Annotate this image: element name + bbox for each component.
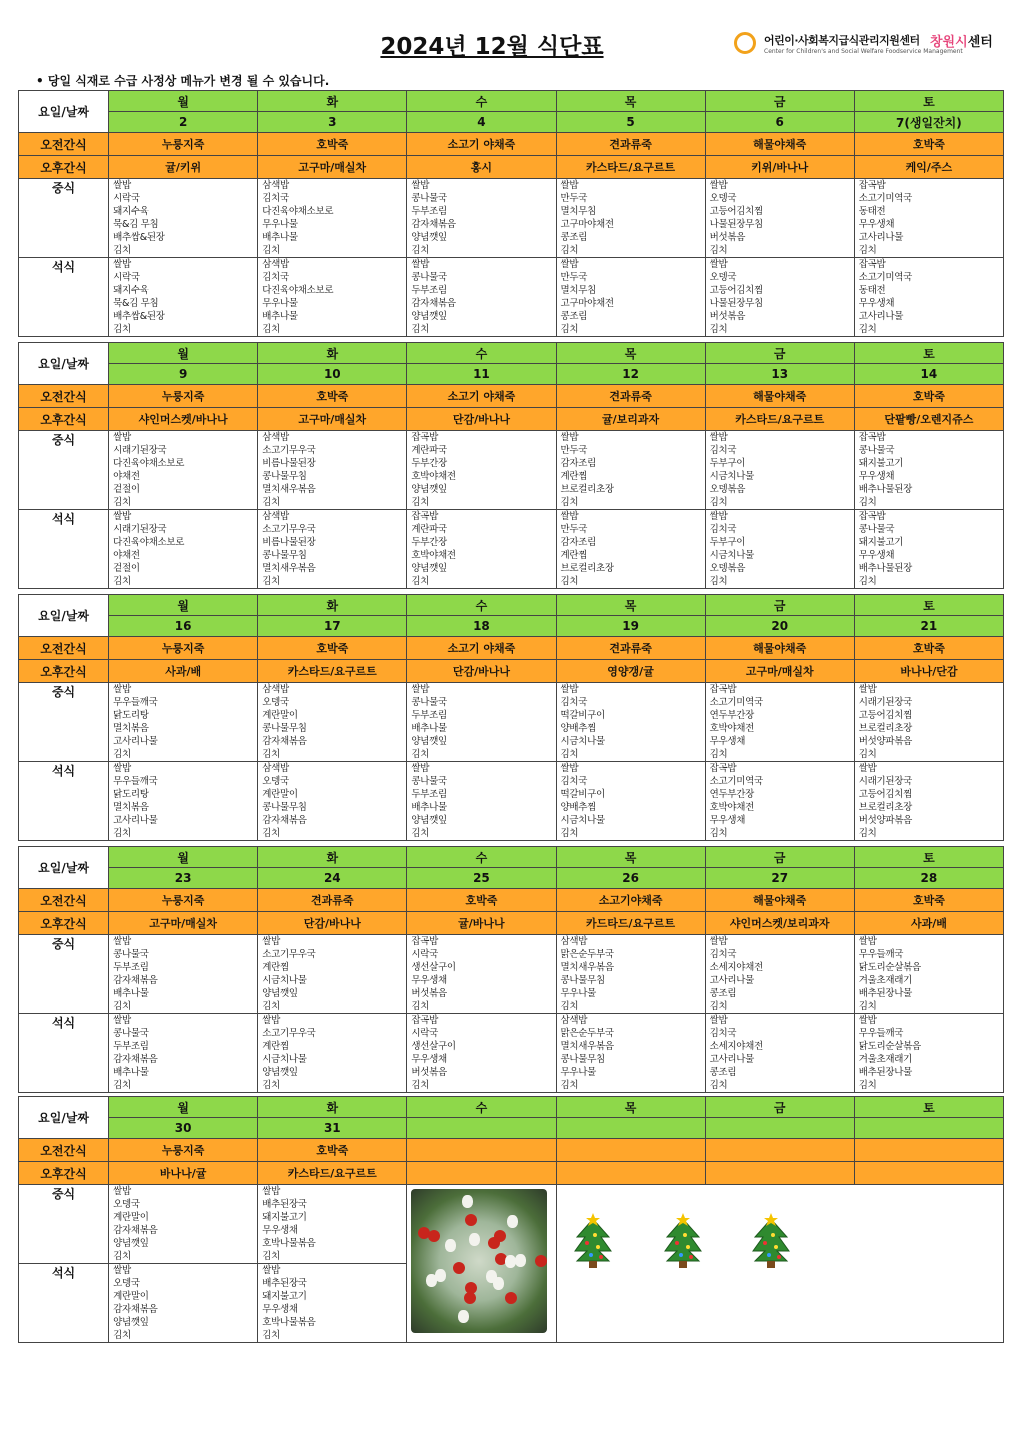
mozzarella-shape xyxy=(445,1239,456,1252)
pm-snack-cell: 샤인머스켓/바나나 xyxy=(109,408,258,431)
lunch-row xyxy=(19,179,1004,258)
day-row xyxy=(19,595,1004,616)
dinner-cell: 쌀밥 시래기된장국 고등어김치찜 브로컬리초장 버섯양파볶음 김치 xyxy=(854,762,1003,841)
date-cell: 4 xyxy=(407,112,556,133)
am-snack-cell: 소고기 야채죽 xyxy=(407,133,556,156)
lunch-cell: 쌀밥 소고기무우국 계란찜 시금치나물 양념깻잎 김치 xyxy=(258,935,407,1014)
day-cell: 수 xyxy=(407,595,556,616)
week-table xyxy=(18,90,1004,337)
date-cell: 3 xyxy=(258,112,407,133)
pm-snack-cell: 단감/바나나 xyxy=(407,660,556,683)
row-label: 오전간식 xyxy=(19,637,109,660)
am-snack-cell: 해물야채죽 xyxy=(705,133,854,156)
tomato-shape xyxy=(465,1282,477,1294)
dinner-cell: 잡곡밥 계란파국 두부간장 호박야채전 양념깻잎 김치 xyxy=(407,510,556,589)
am-snack-cell: 누룽지죽 xyxy=(109,889,258,912)
am-snack-row xyxy=(19,889,1004,912)
lunch-cell: 쌀밥 김치국 두부구이 시금치나물 오뎅볶음 김치 xyxy=(705,431,854,510)
pm-snack-cell: 사과/배 xyxy=(854,912,1003,935)
dinner-row xyxy=(19,762,1004,841)
row-label: 오전간식 xyxy=(19,889,109,912)
photo-cell xyxy=(407,1185,556,1343)
dinner-cell: 쌀밥 만두국 멸치무침 고구마야채전 콩조림 김치 xyxy=(556,258,705,337)
am-snack-cell: 견과류죽 xyxy=(556,133,705,156)
day-cell: 금 xyxy=(705,595,854,616)
day-cell: 화 xyxy=(258,1097,407,1118)
am-snack-row xyxy=(19,385,1004,408)
day-cell: 토 xyxy=(854,595,1003,616)
am-snack-row xyxy=(19,1139,1004,1162)
lunch-menu-cell: 쌀밥 오뎅국 계란말이 감자채볶음 양념깻잎 김치 xyxy=(109,1185,258,1264)
day-cell: 월 xyxy=(109,595,258,616)
dinner-cell: 쌀밥 소고기무우국 계란찜 시금치나물 양념깻잎 김치 xyxy=(258,1014,407,1093)
am-snack-cell: 호박죽 xyxy=(854,637,1003,660)
row-label: 석식 xyxy=(19,762,109,841)
row-label: 요일/날짜 xyxy=(19,595,109,637)
pm-snack-cell: 카스타드/요구르트 xyxy=(556,156,705,179)
day-row xyxy=(19,343,1004,364)
date-cell: 23 xyxy=(109,868,258,889)
page-title: 2024년 12월 식단표 xyxy=(380,34,604,60)
date-cell: 20 xyxy=(705,616,854,637)
am-snack-cell xyxy=(854,1139,1003,1162)
date-row xyxy=(19,868,1004,889)
christmas-tree-icon xyxy=(571,1213,615,1269)
day-cell: 금 xyxy=(705,91,854,112)
row-label: 중식 xyxy=(19,431,109,510)
pm-snack-cell xyxy=(705,1162,854,1185)
dinner-menu-cell: 쌀밥 배추된장국 돼지불고기 무우생채 호박나물볶음 김치 xyxy=(258,1264,407,1343)
day-cell: 토 xyxy=(854,1097,1003,1118)
day-cell: 토 xyxy=(854,343,1003,364)
pm-snack-cell xyxy=(854,1162,1003,1185)
row-label: 중식 xyxy=(19,935,109,1014)
lunch-menu-cell: 쌀밥 배추된장국 돼지불고기 무우생채 호박나물볶음 김치 xyxy=(258,1185,407,1264)
dinner-cell: 쌀밥 김치국 소세지야채전 고사리나물 콩조림 김치 xyxy=(705,1014,854,1093)
lunch-cell: 쌀밥 콩나물국 두부조림 감자채볶음 배추나물 김치 xyxy=(109,935,258,1014)
pm-snack-cell: 카스타드/요구르트 xyxy=(258,660,407,683)
row-label: 오전간식 xyxy=(19,1139,109,1162)
mozzarella-shape xyxy=(435,1269,446,1282)
pm-snack-cell: 홍시 xyxy=(407,156,556,179)
day-cell: 수 xyxy=(407,847,556,868)
tomato-shape xyxy=(465,1214,477,1226)
org-name: 어린이·사회복지급식관리지원센터 xyxy=(764,34,920,47)
pm-snack-row xyxy=(19,1162,1004,1185)
lunch-row xyxy=(19,935,1004,1014)
date-cell: 25 xyxy=(407,868,556,889)
week-table xyxy=(18,594,1004,841)
dinner-cell: 쌀밥 콩나물국 두부조림 감자채볶음 배추나물 김치 xyxy=(109,1014,258,1093)
tomato-shape xyxy=(505,1292,517,1304)
dinner-cell: 삼색밥 오뎅국 계란말이 콩나물무침 감자채볶음 김치 xyxy=(258,762,407,841)
dinner-row xyxy=(19,1014,1004,1093)
date-cell: 28 xyxy=(854,868,1003,889)
lunch-cell: 삼색밥 오뎅국 계란말이 콩나물무침 감자채볶음 김치 xyxy=(258,683,407,762)
lunch-cell: 삼색밥 김치국 다진육야채소보로 무우나물 배추나물 김치 xyxy=(258,179,407,258)
dinner-cell: 삼색밥 소고기무우국 비름나물된장 콩나물무침 멸치새우볶음 김치 xyxy=(258,510,407,589)
date-cell: 13 xyxy=(705,364,854,385)
am-snack-cell: 누룽지죽 xyxy=(109,1139,258,1162)
row-label: 요일/날짜 xyxy=(19,847,109,889)
day-cell: 목 xyxy=(556,343,705,364)
pm-snack-cell: 귤/보리과자 xyxy=(556,408,705,431)
row-label: 오전간식 xyxy=(19,385,109,408)
lunch-cell: 쌀밥 김치국 소세지야채전 고사리나물 콩조림 김치 xyxy=(705,935,854,1014)
dinner-cell: 쌀밥 시락국 돼지수육 묵&김 무침 배추쌈&된장 김치 xyxy=(109,258,258,337)
date-cell xyxy=(705,1118,854,1139)
pm-snack-row xyxy=(19,408,1004,431)
pm-snack-cell: 단팥빵/오렌지쥬스 xyxy=(854,408,1003,431)
lunch-row xyxy=(19,1185,1004,1264)
am-snack-cell: 누룽지죽 xyxy=(109,637,258,660)
tomato-shape xyxy=(535,1255,547,1267)
am-snack-cell: 소고기 야채죽 xyxy=(407,385,556,408)
am-snack-cell xyxy=(556,1139,705,1162)
day-cell: 수 xyxy=(407,343,556,364)
day-cell: 금 xyxy=(705,847,854,868)
lunch-cell: 쌀밥 시래기된장국 다진육야채소보로 야채전 겉절이 김치 xyxy=(109,431,258,510)
pm-snack-cell: 고구마/매실차 xyxy=(258,156,407,179)
am-snack-cell: 누룽지죽 xyxy=(109,133,258,156)
lunch-cell: 쌀밥 시래기된장국 고등어김치찜 브로컬리초장 버섯양파볶음 김치 xyxy=(854,683,1003,762)
dinner-cell: 잡곡밥 시락국 생선살구이 무우생채 버섯볶음 김치 xyxy=(407,1014,556,1093)
day-cell: 토 xyxy=(854,847,1003,868)
am-snack-cell: 누룽지죽 xyxy=(109,385,258,408)
mozzarella-shape xyxy=(515,1254,526,1267)
row-label: 요일/날짜 xyxy=(19,343,109,385)
date-row xyxy=(19,1118,1004,1139)
day-cell: 화 xyxy=(258,595,407,616)
dinner-cell: 삼색밥 맑은순두부국 멸치새우볶음 콩나물무침 무우나물 김치 xyxy=(556,1014,705,1093)
date-cell xyxy=(407,1118,556,1139)
day-cell: 월 xyxy=(109,847,258,868)
date-cell: 30 xyxy=(109,1118,258,1139)
row-label: 중식 xyxy=(19,1185,109,1264)
lunch-cell: 쌀밥 무우들깨국 닭도리탕 멸치볶음 고사리나물 김치 xyxy=(109,683,258,762)
date-cell: 2 xyxy=(109,112,258,133)
tomato-shape xyxy=(428,1230,440,1242)
date-cell: 27 xyxy=(705,868,854,889)
pm-snack-cell: 고구마/매실차 xyxy=(705,660,854,683)
am-snack-cell: 해물야채죽 xyxy=(705,385,854,408)
pm-snack-cell: 영양갱/귤 xyxy=(556,660,705,683)
lunch-cell: 잡곡밥 콩나물국 돼지불고기 무우생채 배추나물된장 김치 xyxy=(854,431,1003,510)
lunch-cell: 잡곡밥 계란파국 두부간장 호박야채전 양념깻잎 김치 xyxy=(407,431,556,510)
pm-snack-cell xyxy=(407,1162,556,1185)
date-cell: 10 xyxy=(258,364,407,385)
dinner-cell: 잡곡밥 소고기미역국 연두부간장 호박야채전 무우생채 김치 xyxy=(705,762,854,841)
date-cell: 16 xyxy=(109,616,258,637)
day-cell: 토 xyxy=(854,91,1003,112)
date-cell: 24 xyxy=(258,868,407,889)
day-cell: 금 xyxy=(705,1097,854,1118)
lunch-cell: 잡곡밥 소고기미역국 연두부간장 호박야채전 무우생채 김치 xyxy=(705,683,854,762)
pm-snack-cell: 귤/키위 xyxy=(109,156,258,179)
day-row xyxy=(19,847,1004,868)
christmas-tree-icon xyxy=(661,1213,705,1269)
am-snack-cell: 호박죽 xyxy=(258,385,407,408)
pm-snack-cell: 키위/바나나 xyxy=(705,156,854,179)
lunch-cell: 쌀밥 콩나물국 두부조림 감자채볶음 양념깻잎 김치 xyxy=(407,179,556,258)
am-snack-cell xyxy=(705,1139,854,1162)
row-label: 오전간식 xyxy=(19,133,109,156)
dinner-cell: 쌀밥 콩나물국 두부조림 감자채볶음 양념깻잎 김치 xyxy=(407,258,556,337)
pm-snack-cell: 샤인머스켓/보리과자 xyxy=(705,912,854,935)
tomato-shape xyxy=(488,1237,500,1249)
row-label: 오후간식 xyxy=(19,1162,109,1185)
lunch-row xyxy=(19,431,1004,510)
pm-snack-cell: 바나나/단감 xyxy=(854,660,1003,683)
lunch-cell: 삼색밥 소고기무우국 비름나물된장 콩나물무침 멸치새우볶음 김치 xyxy=(258,431,407,510)
dinner-cell: 쌀밥 만두국 감자조림 계란찜 브로컬리초장 김치 xyxy=(556,510,705,589)
date-cell: 17 xyxy=(258,616,407,637)
week-table xyxy=(18,342,1004,589)
row-label: 요일/날짜 xyxy=(19,1097,109,1139)
date-row xyxy=(19,364,1004,385)
decoration-cell xyxy=(556,1185,1004,1343)
date-cell: 31 xyxy=(258,1118,407,1139)
lunch-cell: 쌀밥 시락국 돼지수육 묵&김 무침 배추쌈&된장 김치 xyxy=(109,179,258,258)
org-subtitle: Center for Children's and Social Welfare Foodservice Management xyxy=(764,48,963,55)
dinner-cell: 쌀밥 무우들깨국 닭도리탕 멸치볶음 고사리나물 김치 xyxy=(109,762,258,841)
am-snack-cell: 호박죽 xyxy=(407,889,556,912)
am-snack-cell: 호박죽 xyxy=(258,133,407,156)
pm-snack-row xyxy=(19,660,1004,683)
lunch-cell: 잡곡밥 시락국 생선살구이 무우생채 버섯볶음 김치 xyxy=(407,935,556,1014)
day-cell: 월 xyxy=(109,1097,258,1118)
pm-snack-cell: 바나나/귤 xyxy=(109,1162,258,1185)
row-label: 중식 xyxy=(19,683,109,762)
lunch-cell: 쌀밥 무우들깨국 닭도리순살볶음 겨울초재래기 배추된장나물 김치 xyxy=(854,935,1003,1014)
day-cell: 목 xyxy=(556,847,705,868)
day-cell: 월 xyxy=(109,91,258,112)
date-cell: 12 xyxy=(556,364,705,385)
row-label: 석식 xyxy=(19,1014,109,1093)
date-cell: 6 xyxy=(705,112,854,133)
row-label: 오후간식 xyxy=(19,660,109,683)
caprese-snowman-photo xyxy=(411,1189,547,1333)
pm-snack-cell: 귤/바나나 xyxy=(407,912,556,935)
lunch-cell: 쌀밥 김치국 떡갈비구이 양배추찜 시금치나물 김치 xyxy=(556,683,705,762)
am-snack-cell: 호박죽 xyxy=(854,133,1003,156)
pm-snack-cell: 고구마/매실차 xyxy=(258,408,407,431)
am-snack-cell xyxy=(407,1139,556,1162)
date-cell xyxy=(854,1118,1003,1139)
day-cell: 금 xyxy=(705,343,854,364)
am-snack-cell: 호박죽 xyxy=(854,385,1003,408)
am-snack-row xyxy=(19,637,1004,660)
week-table xyxy=(18,846,1004,1093)
day-cell: 화 xyxy=(258,847,407,868)
day-cell: 수 xyxy=(407,91,556,112)
row-label: 오후간식 xyxy=(19,156,109,179)
date-cell: 26 xyxy=(556,868,705,889)
date-row xyxy=(19,616,1004,637)
am-snack-cell: 견과류죽 xyxy=(556,637,705,660)
am-snack-cell: 호박죽 xyxy=(258,637,407,660)
day-cell: 화 xyxy=(258,343,407,364)
am-snack-cell: 해물야채죽 xyxy=(705,889,854,912)
dinner-cell: 쌀밥 무우들깨국 닭도리순살볶음 겨울초재래기 배추된장나물 김치 xyxy=(854,1014,1003,1093)
pm-snack-cell: 단감/바나나 xyxy=(407,408,556,431)
date-cell xyxy=(556,1118,705,1139)
pm-snack-row xyxy=(19,156,1004,179)
dinner-cell: 잡곡밥 소고기미역국 동태전 무우생채 고사리나물 김치 xyxy=(854,258,1003,337)
pm-snack-cell: 카스타드/요구르트 xyxy=(258,1162,407,1185)
lunch-cell: 잡곡밥 소고기미역국 동태전 무우생채 고사리나물 김치 xyxy=(854,179,1003,258)
date-cell: 11 xyxy=(407,364,556,385)
row-label: 오후간식 xyxy=(19,912,109,935)
day-row xyxy=(19,1097,1004,1118)
lunch-cell: 쌀밥 오뎅국 고등어김치찜 나물된장무침 버섯볶음 김치 xyxy=(705,179,854,258)
pm-snack-cell: 카스타드/요구르트 xyxy=(705,408,854,431)
dinner-cell: 쌀밥 콩나물국 두부조림 배추나물 양념깻잎 김치 xyxy=(407,762,556,841)
row-label: 요일/날짜 xyxy=(19,91,109,133)
mozzarella-shape xyxy=(469,1233,480,1246)
mozzarella-shape xyxy=(507,1215,518,1228)
mozzarella-shape xyxy=(486,1270,497,1283)
pm-snack-row xyxy=(19,912,1004,935)
week-table xyxy=(18,1096,1004,1343)
pm-snack-cell: 케익/주스 xyxy=(854,156,1003,179)
date-cell: 19 xyxy=(556,616,705,637)
dinner-cell: 잡곡밥 콩나물국 돼지불고기 무우생채 배추나물된장 김치 xyxy=(854,510,1003,589)
dinner-cell: 쌀밥 시래기된장국 다진육야채소보로 야채전 겉절이 김치 xyxy=(109,510,258,589)
am-snack-cell: 견과류죽 xyxy=(556,385,705,408)
date-cell: 5 xyxy=(556,112,705,133)
lunch-cell: 삼색밥 맑은순두부국 멸치새우볶음 콩나물무침 무우나물 김치 xyxy=(556,935,705,1014)
dinner-cell: 삼색밥 김치국 다진육야채소보로 무우나물 배추나물 김치 xyxy=(258,258,407,337)
pm-snack-cell xyxy=(556,1162,705,1185)
day-row xyxy=(19,91,1004,112)
row-label: 석식 xyxy=(19,258,109,337)
dinner-row xyxy=(19,258,1004,337)
smile-logo-icon xyxy=(734,32,756,54)
row-label: 중식 xyxy=(19,179,109,258)
dinner-row xyxy=(19,510,1004,589)
mozzarella-shape xyxy=(462,1195,473,1208)
day-cell: 수 xyxy=(407,1097,556,1118)
org-logo xyxy=(734,30,1004,64)
dinner-cell: 쌀밥 김치국 두부구이 시금치나물 오뎅볶음 김치 xyxy=(705,510,854,589)
am-snack-cell: 견과류죽 xyxy=(258,889,407,912)
am-snack-cell: 호박죽 xyxy=(854,889,1003,912)
lunch-cell: 쌀밥 콩나물국 두부조림 배추나물 양념깻잎 김치 xyxy=(407,683,556,762)
mozzarella-shape xyxy=(505,1255,516,1268)
dinner-menu-cell: 쌀밥 오뎅국 계란말이 감자채볶음 양념깻잎 김치 xyxy=(109,1264,258,1343)
pm-snack-cell: 고구마/매실차 xyxy=(109,912,258,935)
mozzarella-shape xyxy=(458,1310,469,1323)
date-cell: 14 xyxy=(854,364,1003,385)
pm-snack-cell: 단감/바나나 xyxy=(258,912,407,935)
day-cell: 화 xyxy=(258,91,407,112)
row-label: 석식 xyxy=(19,510,109,589)
am-snack-cell: 해물야채죽 xyxy=(705,637,854,660)
row-label: 석식 xyxy=(19,1264,109,1343)
am-snack-row xyxy=(19,133,1004,156)
christmas-tree-icon xyxy=(749,1213,793,1269)
day-cell: 목 xyxy=(556,91,705,112)
date-cell: 9 xyxy=(109,364,258,385)
city-name: 창원시센터 xyxy=(930,35,993,50)
date-row xyxy=(19,112,1004,133)
notice-text: • 당일 식재로 수급 사정상 메뉴가 변경 될 수 있습니다. xyxy=(36,74,330,88)
am-snack-cell: 소고기 야채죽 xyxy=(407,637,556,660)
row-label: 오후간식 xyxy=(19,408,109,431)
day-cell: 목 xyxy=(556,595,705,616)
day-cell: 월 xyxy=(109,343,258,364)
am-snack-cell: 소고기야채죽 xyxy=(556,889,705,912)
date-cell: 21 xyxy=(854,616,1003,637)
lunch-row xyxy=(19,683,1004,762)
dinner-cell: 쌀밥 김치국 떡갈비구이 양배추찜 시금치나물 김치 xyxy=(556,762,705,841)
lunch-cell: 쌀밥 만두국 멸치무침 고구마야채전 콩조림 김치 xyxy=(556,179,705,258)
day-cell: 목 xyxy=(556,1097,705,1118)
lunch-cell: 쌀밥 만두국 감자조림 계란찜 브로컬리초장 김치 xyxy=(556,431,705,510)
date-cell: 7(생일잔치) xyxy=(854,112,1003,133)
date-cell: 18 xyxy=(407,616,556,637)
dinner-cell: 쌀밥 오뎅국 고등어김치찜 나물된장무침 버섯볶음 김치 xyxy=(705,258,854,337)
pm-snack-cell: 카드타드/요구르트 xyxy=(556,912,705,935)
tomato-shape xyxy=(453,1262,465,1274)
am-snack-cell: 호박죽 xyxy=(258,1139,407,1162)
pm-snack-cell: 사과/배 xyxy=(109,660,258,683)
